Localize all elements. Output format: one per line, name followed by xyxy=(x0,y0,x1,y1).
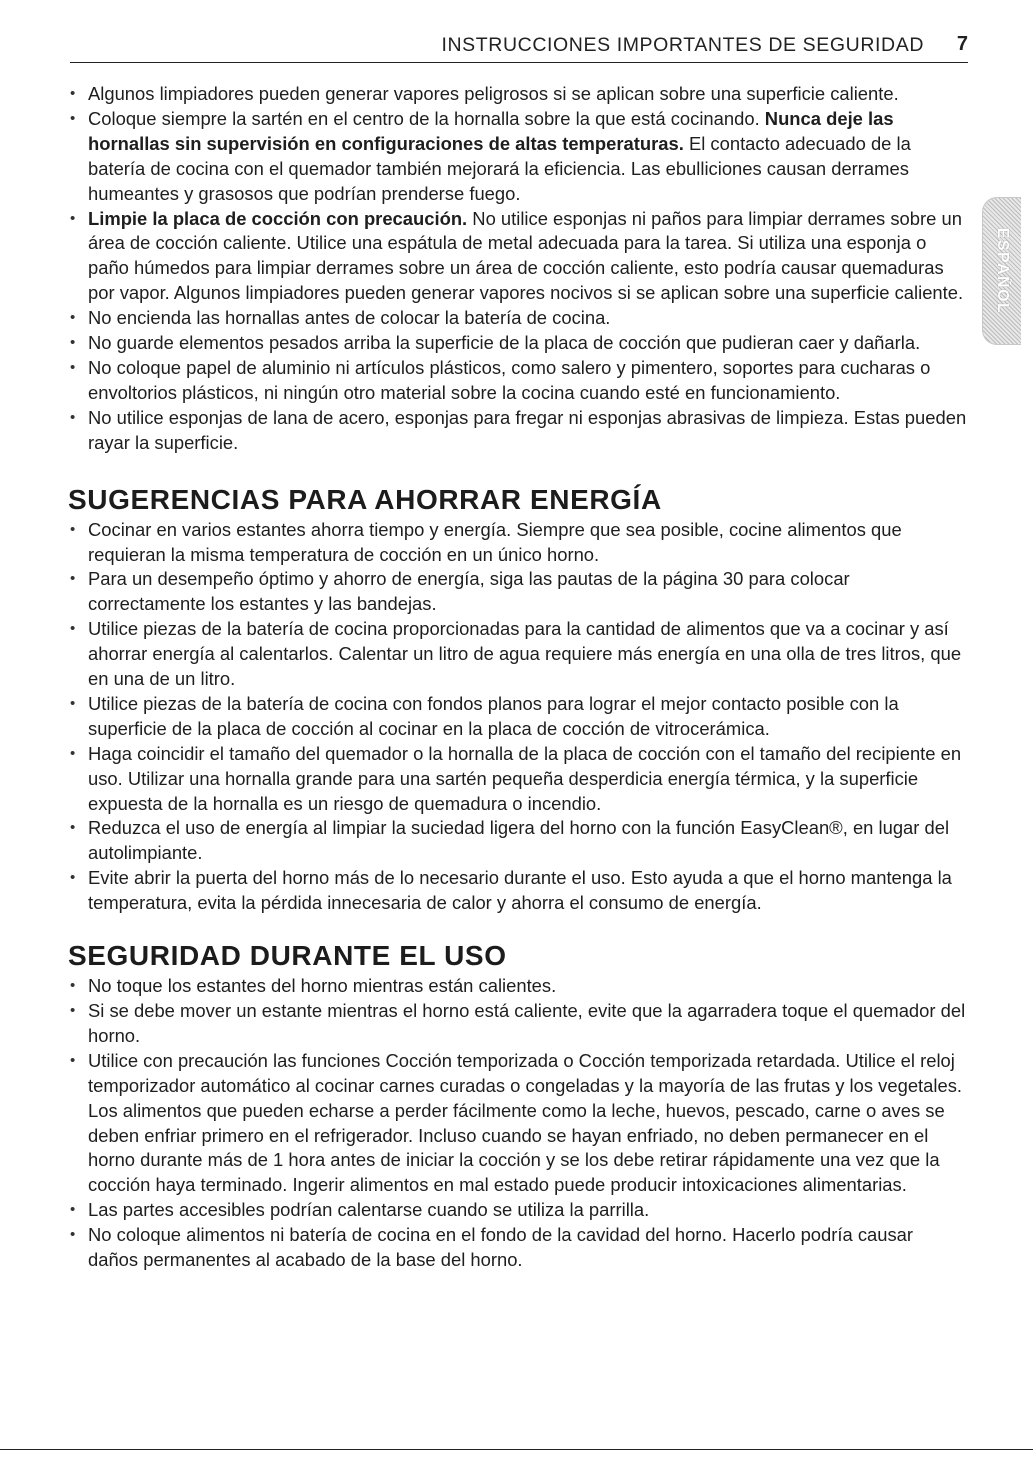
energy-list xyxy=(68,518,968,917)
list-item: • Algunos limpiadores pueden generar vapores peligrosos si se aplican sobre una superficie caliente. xyxy=(68,82,968,107)
list-item: • No utilice esponjas de lana de acero, esponjas para fregar ni esponjas abrasivas de limpieza. Estas pueden rayar la superficie. xyxy=(68,406,968,456)
list-item: • Para un desempeño óptimo y ahorro de energía, siga las pautas de la página 30 para colocar correctamente los estantes y las bandejas. xyxy=(68,567,968,617)
page-number: 7 xyxy=(956,33,968,55)
bottom-rule xyxy=(0,1449,1033,1450)
intro-list xyxy=(68,82,968,456)
list-item: • No encienda las hornallas antes de colocar la batería de cocina. xyxy=(68,306,968,331)
list-item: • Haga coincidir el tamaño del quemador o la hornalla de la placa de cocción con el tamaño del recipiente en uso. Utilizar una hornalla grande para una sartén pequeña desperdicia energía térmica, y la superficie expuesta de la hornalla es un riesgo de quemadura o incendio. xyxy=(68,742,968,817)
list-item: • Coloque siempre la sartén en el centro de la hornalla sobre la que está cocinando. Nunca deje las hornallas sin supervisión en configuraciones de altas temperaturas. El contacto adecuado de la batería de cocina con el quemador también mejorará la eficiencia. Las ebulliciones causan derrames humeantes y grasosos que podrían prenderse fuego. xyxy=(68,107,968,207)
header-title: INSTRUCCIONES IMPORTANTES DE SEGURIDAD xyxy=(441,34,924,56)
list-item: • Utilice piezas de la batería de cocina con fondos planos para lograr el mejor contacto posible con la superficie de la placa de cocción al cocinar en la placa de cocción de vitrocerámica. xyxy=(68,692,968,742)
list-item: • Utilice piezas de la batería de cocina proporcionadas para la cantidad de alimentos que va a cocinar y así ahorrar energía al calentarlos. Calentar un litro de agua requiere más energía en una olla de tres litros, que en una de un litro. xyxy=(68,617,968,692)
list-item: • No coloque alimentos ni batería de cocina en el fondo de la cavidad del horno. Hacerlo podría causar daños permanentes al acabado de la base del horno. xyxy=(68,1223,968,1273)
warning-bold-text: Nunca deje las hornallas sin supervisión en configuraciones de altas temperaturas. xyxy=(88,107,894,154)
section-heading-safety: SEGURIDAD DURANTE EL USO xyxy=(68,940,507,972)
section-heading-energy: SUGERENCIAS PARA AHORRAR ENERGÍA xyxy=(68,483,662,515)
list-item: • No toque los estantes del horno mientras están calientes. xyxy=(68,974,968,999)
list-item: • No coloque papel de aluminio ni artículos plásticos, como salero y pimentero, soportes para cucharas o envoltorios plásticos, ni ningún otro material sobre la cocina cuando esté en funcionamiento. xyxy=(68,356,968,406)
list-item: • Evite abrir la puerta del horno más de lo necesario durante el uso. Esto ayuda a que el horno mantenga la temperatura, evita la pérdida innecesaria de calor y ahorra el consumo de energía. xyxy=(68,866,968,916)
safety-list xyxy=(68,974,968,1273)
language-side-tab xyxy=(982,197,1021,345)
list-item: • No guarde elementos pesados arriba la superficie de la placa de cocción que pudieran caer y dañarla. xyxy=(68,331,968,356)
list-item: • Cocinar en varios estantes ahorra tiempo y energía. Siempre que sea posible, cocine alimentos que requieran la misma temperatura de cocción en un único horno. xyxy=(68,518,968,568)
page-header xyxy=(70,32,968,63)
list-item: • Reduzca el uso de energía al limpiar la suciedad ligera del horno con la función EasyClean®, en lugar del autolimpiante. xyxy=(68,816,968,866)
warning-bold-text: Limpie la placa de cocción con precaución. xyxy=(88,207,468,229)
list-item: • Si se debe mover un estante mientras el horno está caliente, evite que la agarradera toque el quemador del horno. xyxy=(68,999,968,1049)
list-item: • Las partes accesibles podrían calentarse cuando se utiliza la parrilla. xyxy=(68,1198,968,1223)
page-content xyxy=(68,82,968,1273)
side-tab-label: ESPAÑOL xyxy=(994,227,1011,315)
list-item: • Limpie la placa de cocción con precaución. No utilice esponjas ni paños para limpiar derrames sobre un área de cocción caliente. Utilice una espátula de metal adecuada para la tarea. Si utiliza una esponja o paño húmedos para limpiar derrames sobre un área de cocción caliente, esto podría causar quemaduras por vapor. Algunos limpiadores pueden generar vapores nocivos si se aplican sobre una superficie caliente. xyxy=(68,207,968,307)
list-item: • Utilice con precaución las funciones Cocción temporizada o Cocción temporizada retardada. Utilice el reloj temporizador automático al cocinar carnes curadas o congeladas y la mayoría de las frutas y los vegetales. Los alimentos que pueden echarse a perder fácilmente como la leche, huevos, pescado, carne o aves se deben enfriar primero en el refrigerador. Incluso cuando se hayan enfriado, no deben permanecer en el horno durante más de 1 hora antes de iniciar la cocción y se los debe retirar rápidamente una vez que la cocción haya terminado. Ingerir alimentos en mal estado puede producir intoxicaciones alimentarias. xyxy=(68,1049,968,1198)
